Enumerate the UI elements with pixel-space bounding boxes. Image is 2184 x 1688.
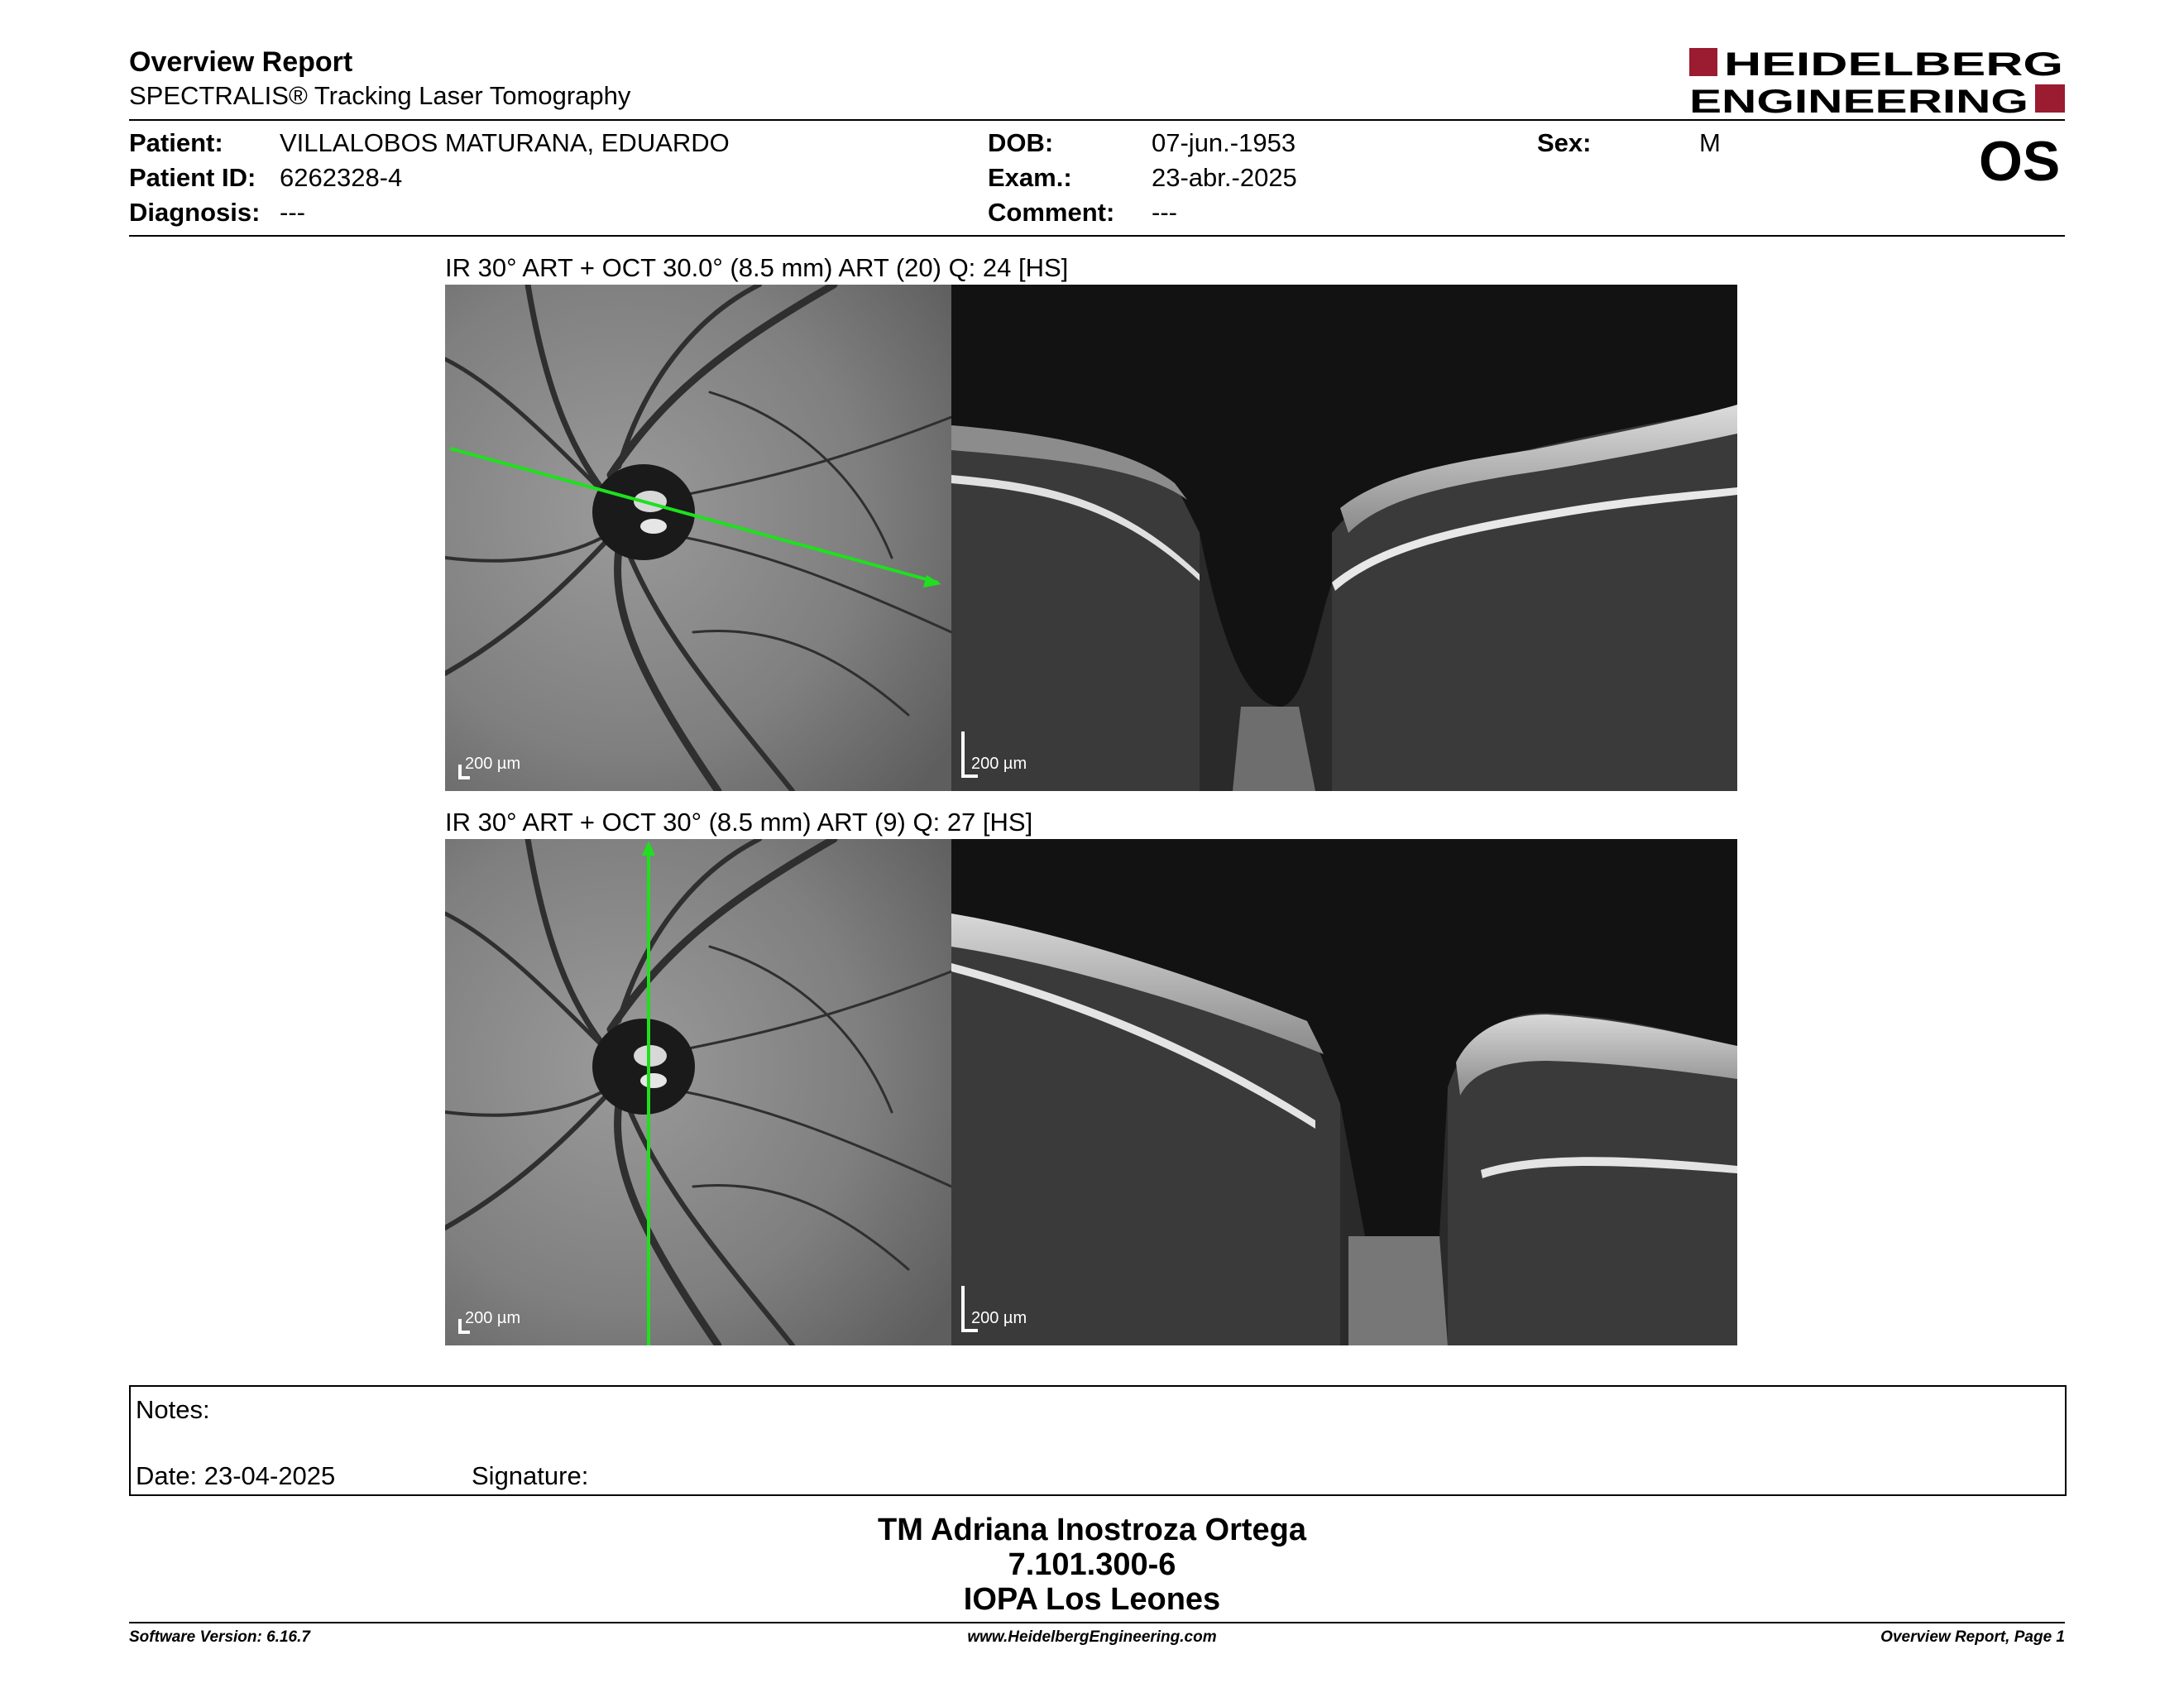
scan-1-oct-scale: 200 µm — [971, 755, 1027, 773]
operator-name: TM Adriana Inostroza Ortega — [878, 1513, 1306, 1547]
dob-label: DOB: — [988, 128, 1054, 157]
diagnosis-label: Diagnosis: — [129, 198, 261, 227]
scan-2-oct-scale: 200 µm — [971, 1309, 1027, 1327]
scan-1-fundus-image[interactable] — [445, 285, 951, 791]
dob-value: 07-jun.-1953 — [1152, 128, 1296, 157]
report-title: Overview Report — [129, 46, 353, 78]
scan-2-fundus-image[interactable] — [445, 839, 951, 1345]
sex-value: M — [1699, 128, 1721, 157]
patient-id: 6262328-4 — [280, 163, 403, 192]
page-number: Overview Report, Page 1 — [1880, 1628, 2065, 1646]
patient-id-label: Patient ID: — [129, 163, 256, 192]
operator-id: 7.101.300-6 — [1008, 1547, 1176, 1582]
comment-label: Comment: — [988, 198, 1115, 227]
software-version: Software Version: 6.16.7 — [129, 1628, 310, 1646]
website-link[interactable]: www.HeidelbergEngineering.com — [967, 1628, 1217, 1646]
scan-1-oct-bscan[interactable] — [951, 285, 1737, 791]
footer-rule — [129, 1622, 2065, 1623]
exam-value: 23-abr.-2025 — [1152, 163, 1297, 192]
date-label: Date: 23-04-2025 — [136, 1461, 336, 1490]
scan-1-fundus-scale: 200 µm — [465, 755, 521, 773]
clinic-name: IOPA Los Leones — [963, 1582, 1221, 1617]
scan-1-title: IR 30° ART + OCT 30.0° (8.5 mm) ART (20) Q: 24 [HS] — [445, 253, 1069, 282]
scan-2-fundus-scale: 200 µm — [465, 1309, 521, 1327]
signature-label: Signature: — [472, 1461, 589, 1490]
notes-box[interactable] — [129, 1385, 2067, 1496]
scan-2-oct-bscan[interactable] — [951, 839, 1737, 1345]
exam-label: Exam.: — [988, 163, 1072, 192]
diagnosis-value: --- — [280, 198, 305, 227]
brand-line1: HEIDELBERG — [1724, 46, 2063, 83]
patient-name: VILLALOBOS MATURANA, EDUARDO — [280, 128, 730, 157]
patient-rule — [129, 235, 2065, 237]
brand-line2: ENGINEERING — [1689, 84, 2028, 116]
report-subtitle: SPECTRALIS® Tracking Laser Tomography — [129, 81, 631, 110]
header-rule — [129, 119, 2065, 121]
sex-label: Sex: — [1537, 128, 1592, 157]
scan-2-title: IR 30° ART + OCT 30° (8.5 mm) ART (9) Q: 27 [HS] — [445, 808, 1033, 837]
notes-label: Notes: — [136, 1395, 210, 1424]
comment-value: --- — [1152, 198, 1177, 227]
heidelberg-logo — [1689, 46, 2065, 116]
patient-label: Patient: — [129, 128, 223, 157]
eye-indicator: OS — [1979, 130, 2061, 193]
